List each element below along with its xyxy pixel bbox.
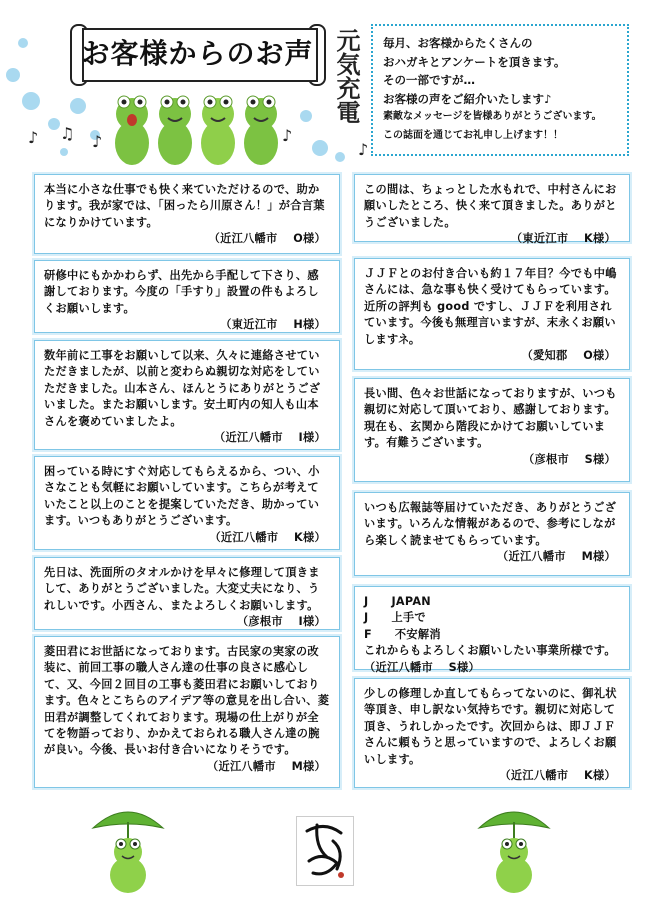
bubble-decoration <box>22 92 40 110</box>
intro-line: その一部ですが… <box>383 73 475 87</box>
testimonial-signature: （近江八幡市 I様） <box>213 431 326 445</box>
music-note-icon: ♪ <box>358 140 369 159</box>
testimonial-card <box>34 456 340 550</box>
singing-frogs-illustration <box>110 88 285 168</box>
bubble-decoration <box>18 38 28 48</box>
testimonial-text: 少しの修理しか直してもらってないのに、御礼状等頂き、申し訳ない気持ちです。親切に対応して頂き、うれしかったです。次回からは、即ＪＪＦさんに頼もうと思っていますので、よろしくお願いします。 <box>364 687 617 766</box>
bubble-decoration <box>48 118 60 130</box>
bubble-decoration <box>60 148 68 156</box>
testimonial-signature: （近江八幡市 K様） <box>209 530 326 544</box>
testimonial-text: 菱田君にお世話になっております。古民家の実家の改装に、前回工事の職人さん達の仕事の良さに感心して、又、今回２回目の工事も菱田君にお願いしております。色々とこちらのアイデア等の意見を出し合い、菱田君が調整してくれております。現場の仕上がりが全てを物語っており、かかえておられる職人さん達の腕が良い。今後、長いお付き合いになりそうです。 <box>44 645 330 757</box>
bubble-decoration <box>300 110 312 122</box>
testimonial-text: これからもよろしくお願いしたい事業所様です。 <box>364 644 616 658</box>
testimonial-card <box>354 174 630 246</box>
music-note-icon: ♫ <box>60 124 75 143</box>
acrostic-line: J JAPAN <box>364 595 431 608</box>
intro-small-line: この誌面を通じてお礼申し上げます！！ <box>383 129 563 141</box>
testimonial-card <box>34 557 340 630</box>
music-note-icon: ♪ <box>28 128 39 147</box>
intro-message-box <box>371 24 629 156</box>
testimonial-signature: （近江八幡市 K様） <box>499 769 616 783</box>
intro-line: お客様の声をご紹介いたします♪ <box>383 91 552 106</box>
testimonial-text: 先日は、洗面所のタオルかけを早々に修理して頂きまして、ありがとうございました。大変丈夫になり、うれしいです。小西さん、またよろしくお願いします。 <box>44 566 320 612</box>
testimonial-signature: （東近江市 H様） <box>220 318 326 332</box>
intro-line: 毎月、お客様からたくさんの <box>383 36 533 50</box>
bubble-decoration <box>70 98 86 114</box>
intro-small-line: 素敵なメッセージを皆様ありがとうございます。 <box>383 111 602 122</box>
testimonial-signature: （近江八幡市 O様） <box>208 232 326 246</box>
bubble-decoration <box>6 68 20 82</box>
arigatou-logo <box>296 816 354 886</box>
testimonial-text: 研修中にもかかわらず、出先から手配して下さり、感謝しております。今度の「手すり」設置の件もよろしくお願いします。 <box>44 269 319 315</box>
frog-umbrella-icon <box>88 800 168 895</box>
testimonial-card <box>34 636 340 788</box>
testimonial-signature: （近江八幡市 S様） <box>364 660 480 674</box>
title-scroll <box>70 22 325 84</box>
testimonial-card <box>354 258 630 370</box>
frog-icon <box>201 96 235 165</box>
testimonial-card <box>34 260 340 333</box>
testimonial-signature: （彦根市 I様） <box>236 615 326 629</box>
testimonial-signature: （愛知郡 O様） <box>521 349 616 363</box>
frog-umbrella-icon <box>474 800 554 895</box>
testimonial-signature: （近江八幡市 M様） <box>206 759 326 773</box>
testimonial-text: 数年前に工事をお願いして以来、久々に連絡させていただきましたが、以前と変わらぬ親切な対応をしていただきました。山本さん、ほんとうにありがとうございました。またお願いします。安土町内の知人も山本さんを褒めていましたよ。 <box>44 349 321 428</box>
testimonial-card <box>34 340 340 450</box>
testimonial-text: ＪＪＦとのお付き合いも約１７年目？今でも中嶋さんには、急な事も快く受けてもらっています。近所の評判も good ですし、ＪＪＦを利用されています。今後も無理言いますが、末永くお願いしますネ。 <box>364 267 617 346</box>
frog-icon <box>244 96 278 165</box>
frog-icon <box>158 96 192 165</box>
calligraphy-icon <box>297 817 353 885</box>
testimonial-card <box>34 174 340 254</box>
testimonial-card <box>354 492 630 576</box>
page-title: お客様からのお声 <box>81 37 314 70</box>
acrostic-line: J 上手で <box>364 611 426 625</box>
testimonial-text: いつも広報誌等届けていただき、ありがとうございます。いろんな情報があるので、参考にしながら楽しく読ませてもらっています。 <box>364 501 617 547</box>
acrostic-line: F 不安解消 <box>364 627 441 641</box>
music-note-icon: ♪ <box>92 132 103 151</box>
testimonial-card <box>354 586 630 674</box>
testimonial-signature: （彦根市 S様） <box>523 452 616 466</box>
testimonial-text: この間は、ちょっとした水もれで、中村さんにお願いしたところ、快く来て頂きました。ありがとうございました。 <box>364 183 617 229</box>
testimonial-text: 困っている時にすぐ対応してもらえるから、つい、小さなことも気軽にお願いしています。こちらが考えていたこと以上のことを提案していただき、助かっています。いつもありがとうございます。 <box>44 465 320 528</box>
frog-icon <box>115 96 149 165</box>
testimonial-card <box>354 378 630 482</box>
intro-line: おハガキとアンケートを頂きます。 <box>383 54 566 69</box>
bubble-decoration <box>312 140 328 156</box>
music-note-icon: ♪ <box>282 126 293 145</box>
testimonial-text: 長い間、色々お世話になっておりますが、いつも親切に対応して頂いており、感謝しております。現在も、玄関から階段にかけてお願いしています。有難うございます。 <box>364 387 617 450</box>
testimonial-card <box>354 678 630 788</box>
testimonial-signature: （東近江市 K様） <box>510 232 616 246</box>
brush-calligraphy: 元気充電 <box>332 28 361 124</box>
testimonial-text: 本当に小さな仕事でも快く来ていただけるので、助かります。我が家では、「困ったら川原さん！」が合言葉になりかけています。 <box>44 183 325 229</box>
testimonial-signature: （近江八幡市 M様） <box>496 550 616 564</box>
